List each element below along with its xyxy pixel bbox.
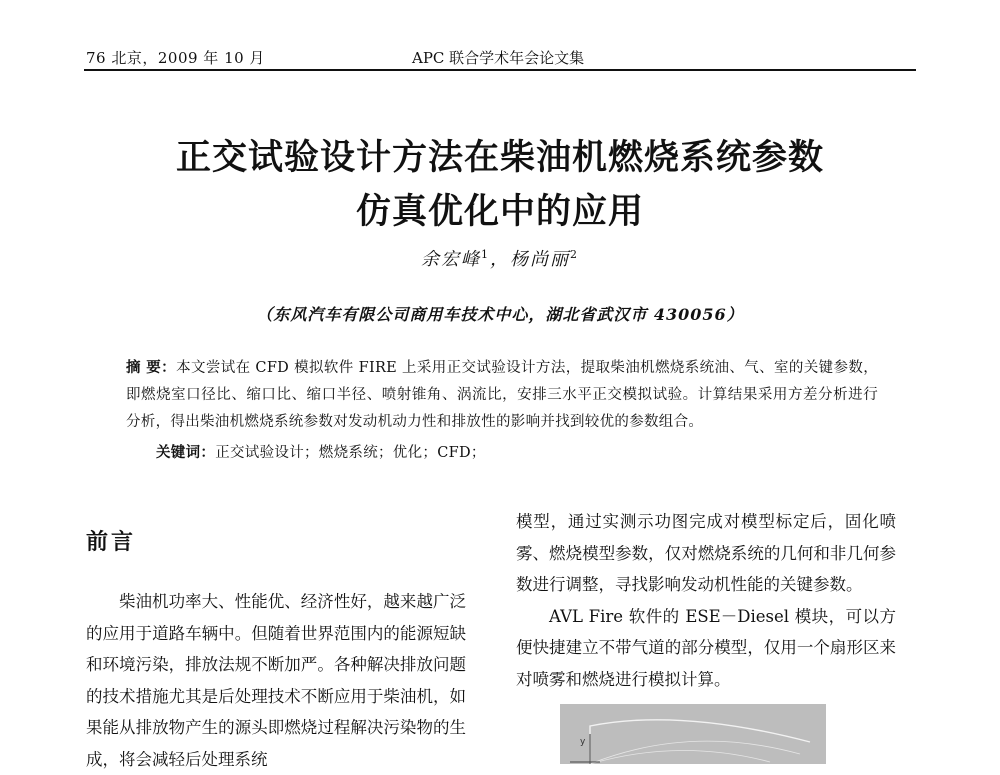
author-1-affiliation-mark: 1 [481,248,490,261]
figure-axis-label: y [580,737,586,747]
figure-background [560,704,826,764]
author-separator: ， [490,249,510,270]
keywords [156,441,486,462]
left-paragraph-1: 柴油机功率大、性能优、经济性好，越来越广泛的应用于道路车辆中。但随着世界范围内的能源短缺和环境污染，排放法规不断加严。各种解决排放问题的技术措施尤其是后处理技术不断应用于柴油机，如果能从排放物产生的源头即燃烧过程解决污染物的生成，将会减轻后处理系统 [86,592,466,769]
paper-title-line-1: 正交试验设计方法在柴油机燃烧系统参数 [175,138,824,178]
keywords-label: 关键词： [156,445,216,461]
keywords-text: 正交试验设计；燃烧系统；优化；CFD； [215,445,486,461]
affiliation: （东风汽车有限公司商用车技术中心，湖北省武汉市 430056） [256,305,744,324]
right-paragraph-1: 模型，通过实测示功图完成对模型标定后，固化喷雾、燃烧模型参数，仅对燃烧系统的几何和非几何参数进行调整，寻找影响发动机性能的关键参数。 [516,512,896,594]
abstract-label: 摘 要： [126,360,177,376]
header-rule [84,69,916,71]
running-header-left: 76 北京，2009 年 10 月 [86,49,265,67]
author-2: 杨尚丽 [510,249,570,270]
paper-title-line-2: 仿真优化中的应用 [355,192,644,232]
author-2-affiliation-mark: 2 [570,248,579,261]
author-1: 余宏峰 [421,249,481,270]
sector-mesh-figure [560,704,826,764]
right-column [516,506,896,695]
mesh-graphic [560,704,826,764]
right-paragraph-2: AVL Fire 软件的 ESE－Diesel 模块，可以方便快捷建立不带气道的部分模型，仅用一个扇形区来对喷雾和燃烧进行模拟计算。 [516,606,896,689]
running-header-title: APC 联合学术年会论文集 [412,49,585,67]
abstract [126,355,878,436]
left-column [86,586,466,775]
section-heading-preface: 前言 [86,530,137,555]
abstract-text: 本文尝试在 CFD 模拟软件 FIRE 上采用正交试验设计方法，提取柴油机燃烧系统油、气、室的关键参数，即燃烧室口径比、缩口比、缩口半径、喷射锥角、涡流比，安排三水平正交模拟试验。计算结果采用方差分析进行分析，得出柴油机燃烧系统参数对发动机动力性和排放性的影响并找到较优的参数组合。 [126,360,879,430]
author-list [0,245,1000,271]
